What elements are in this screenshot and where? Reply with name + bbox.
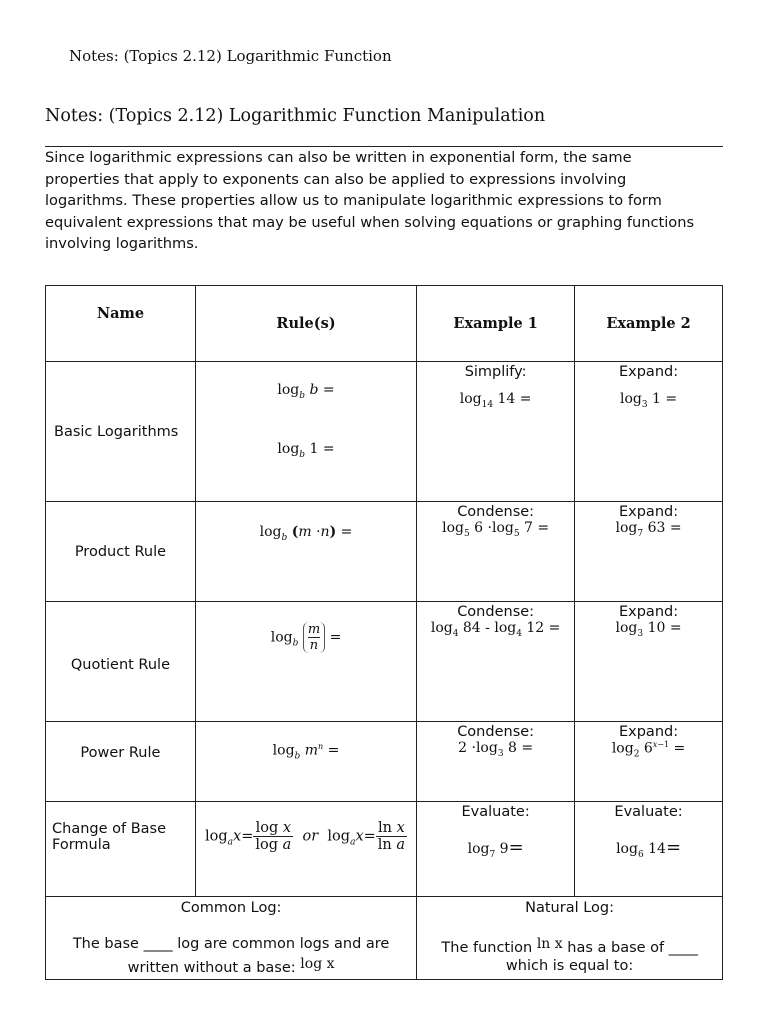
example-label: Expand: xyxy=(618,504,679,520)
header-example-2: Example 2 xyxy=(606,315,691,332)
common-log-text: written without a base: xyxy=(127,960,296,976)
example-expression: $\log_{14} 14$ = xyxy=(459,391,532,410)
row-name: Basic Logarithms xyxy=(54,423,179,440)
natural-log-text: which is equal to: xyxy=(505,958,634,974)
example-expression: $\log_7 63$ = xyxy=(615,520,682,539)
natural-log-text: The function xyxy=(441,940,533,956)
common-log-text: The base ____ log are common logs and are xyxy=(72,936,390,952)
example-label: Evaluate: xyxy=(614,804,683,820)
table-row xyxy=(46,502,723,602)
example-label: Simplify: xyxy=(464,364,527,380)
example-label: Condense: xyxy=(457,504,535,520)
intro-paragraph: Since logarithmic expressions can also be written in exponential form, the same properties that apply to exponents can also be applied to expressions involving logarithms. These properties allow us to manipulate logarithmic expressions to form equivalent expressions that may be useful when solving equations or graphing functions involving logarithms. xyxy=(45,149,695,252)
common-log-expression: log x xyxy=(300,956,335,972)
table-row xyxy=(46,897,723,980)
rule-expression: $\log_b 1$ = xyxy=(277,440,335,460)
natural-log-title: Natural Log: xyxy=(525,900,615,916)
example-expression: $\log_6 14=$ xyxy=(616,837,682,860)
log-properties-table xyxy=(45,285,723,980)
example-expression: $2 \cdot\log_3$ 8 = xyxy=(458,740,534,759)
example-label: Condense: xyxy=(457,604,535,620)
example-expression: $\log_3 10$ = xyxy=(615,620,682,639)
rule-expression: $\log_b$ $\frac{m}{n}$ = xyxy=(270,622,342,653)
rule-expression: $\log_b m^n$ = xyxy=(272,742,340,762)
page-title: Notes: (Topics 2.12) Logarithmic Function Manipulation xyxy=(45,106,546,126)
rule-expression: $\log_b (m \cdot n)$ = xyxy=(259,524,353,543)
example-expression: $\log_7 9=$ xyxy=(467,837,524,860)
example-label: Evaluate: xyxy=(461,804,530,820)
example-label: Condense: xyxy=(457,724,535,740)
table-row xyxy=(46,722,723,802)
natural-log-text: has a base of ____ xyxy=(567,940,698,956)
row-name: Quotient Rule xyxy=(70,656,171,673)
row-name: Product Rule xyxy=(74,543,167,560)
example-label: Expand: xyxy=(618,724,679,740)
example-expression: $\log_2 6^{x-1}$ = xyxy=(611,740,686,760)
page-header: Notes: (Topics 2.12) Logarithmic Function xyxy=(69,47,392,65)
rule-expression: $\log_ax=$ $\frac{\text{log x}}{\text{log a}}$ or $\log_ax=$ $\frac{\text{ln x}}{\text{ln a}}$ xyxy=(205,820,406,853)
header-name: Name xyxy=(96,305,145,322)
table-row xyxy=(46,602,723,722)
header-rules: Rule(s) xyxy=(276,315,336,332)
rule-expression: $\log_b b$ = xyxy=(277,382,335,401)
or-word: or xyxy=(302,828,319,845)
example-label: Expand: xyxy=(618,364,679,380)
row-name: Power Rule xyxy=(80,744,161,761)
row-name: Change of Base Formula xyxy=(52,821,167,853)
example-label: Expand: xyxy=(618,604,679,620)
example-expression: $\log_3 1$ = xyxy=(619,391,678,410)
example-expression: $\log_5 6 \cdot\log_5$ 7 = xyxy=(442,520,550,539)
table-header-row xyxy=(46,286,723,362)
natural-log-expression: ln x xyxy=(536,936,563,952)
table-row xyxy=(46,362,723,502)
table-row xyxy=(46,802,723,897)
header-example-1: Example 1 xyxy=(453,315,538,332)
common-log-title: Common Log: xyxy=(180,900,282,916)
example-expression: $\log_4 84 - \log_4 12$ = xyxy=(430,620,561,639)
